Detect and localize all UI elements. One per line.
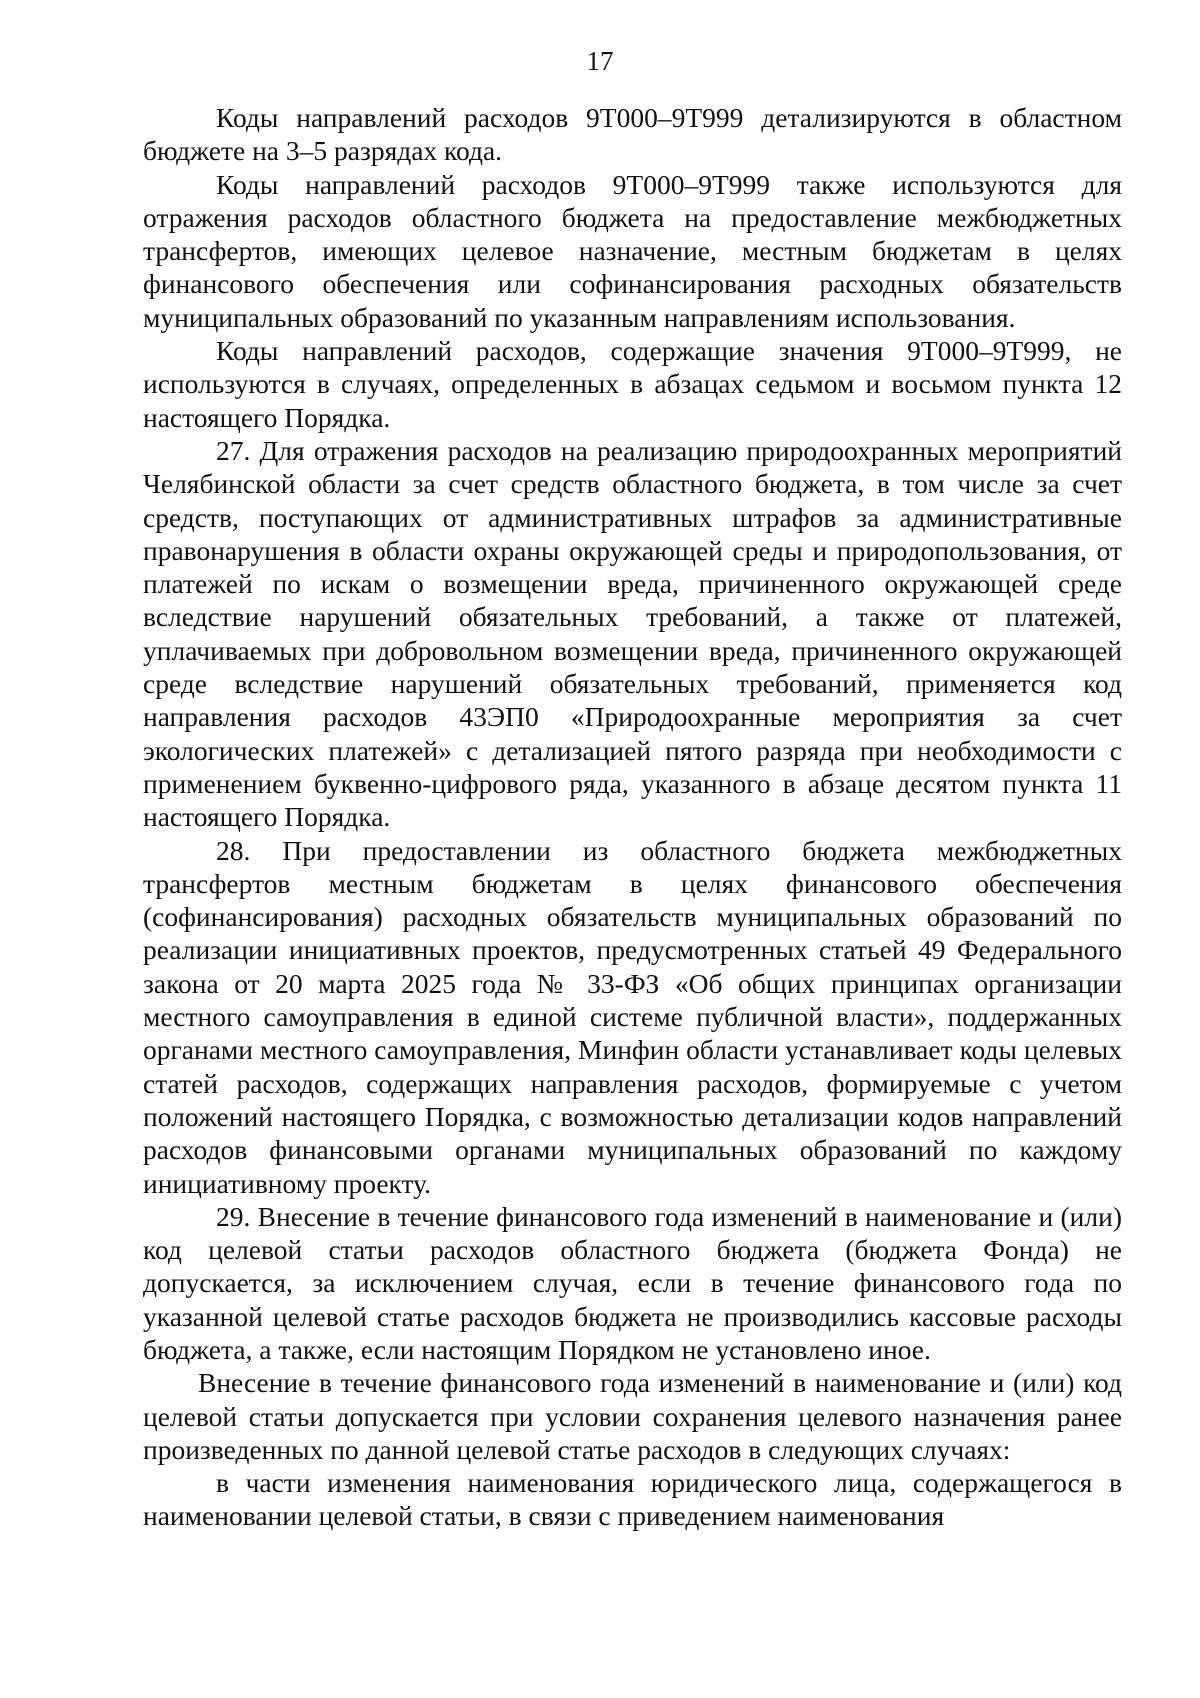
paragraph-codes-detail: Коды направлений расходов 9Т000–9Т999 детализируются в областном бюджете на 3–5 разрядах кода. bbox=[143, 102, 1122, 167]
paragraph-item-29: 29. Внесение в течение финансового года изменений в наименование и (или) код целевой статьи расходов областного бюджета (бюджета Фонда) не допускается, за исключением случая, если в течение финансового года по указанной целевой статье расходов бюджета не производились кассовые расходы бюджета, а также, если настоящим Порядком не установлено иное. bbox=[143, 1200, 1122, 1365]
page-number: 17 bbox=[586, 46, 614, 76]
paragraph-item-28: 28. При предоставлении из областного бюджета межбюджетных трансфертов местным бюджетам в целях финансового обеспечения (софинансирования) расходных обязательств муниципальных образований по реализации инициативных проектов, предусмотренных статьей 49 Федерального закона от 20 марта 2025 года № 33-ФЗ «Об общих принципах организации местного самоуправления в единой системе публичной власти», поддержанных органами местного самоуправления, Минфин области устанавливает коды целевых статей расходов, содержащих направления расходов, формируемые с учетом положений настоящего Порядка, с возможностью детализации кодов направлений расходов финансовыми органами муниципальных образований по каждому инициативному проекту. bbox=[143, 834, 1122, 1199]
paragraph-codes-transfers: Коды направлений расходов 9Т000–9Т999 также используются для отражения расходов областного бюджета на предоставление межбюджетных трансфертов, имеющих целевое назначение, местным бюджетам в целях финансового обеспечения или софинансирования расходных обязательств муниципальных образований по указанным направлениям использования. bbox=[143, 168, 1122, 333]
paragraph-codes-exceptions: Коды направлений расходов, содержащие значения 9Т000–9Т999, не используются в случаях, определенных в абзацах седьмом и восьмом пункта 12 настоящего Порядка. bbox=[143, 335, 1122, 433]
paragraph-name-change: в части изменения наименования юридического лица, содержащегося в наименовании целевой статьи, в связи с приведением наименования bbox=[143, 1467, 1122, 1532]
paragraph-changes-allowed: Внесение в течение финансового года изменений в наименование и (или) код целевой статьи допускается при условии сохранения целевого назначения ранее произведенных по данной целевой статье расходов в следующих случаях: bbox=[143, 1367, 1122, 1465]
document-body bbox=[143, 101, 1122, 1533]
paragraph-item-27: 27. Для отражения расходов на реализацию природоохранных мероприятий Челябинской области за счет средств областного бюджета, в том числе за счет средств, поступающих от административных штрафов за административные правонарушения в области охраны окружающей среды и природопользования, от платежей по искам о возмещении вреда, причиненного окружающей среде вследствие нарушений обязательных требований, а также от платежей, уплачиваемых при добровольном возмещении вреда, причиненного окружающей среде вследствие нарушений обязательных требований, применяется код направления расходов 43ЭП0 «Природоохранные мероприятия за счет экологических платежей» с детализацией пятого разряда при необходимости с применением буквенно-цифрового ряда, указанного в абзаце десятом пункта 11 настоящего Порядка. bbox=[143, 434, 1122, 833]
